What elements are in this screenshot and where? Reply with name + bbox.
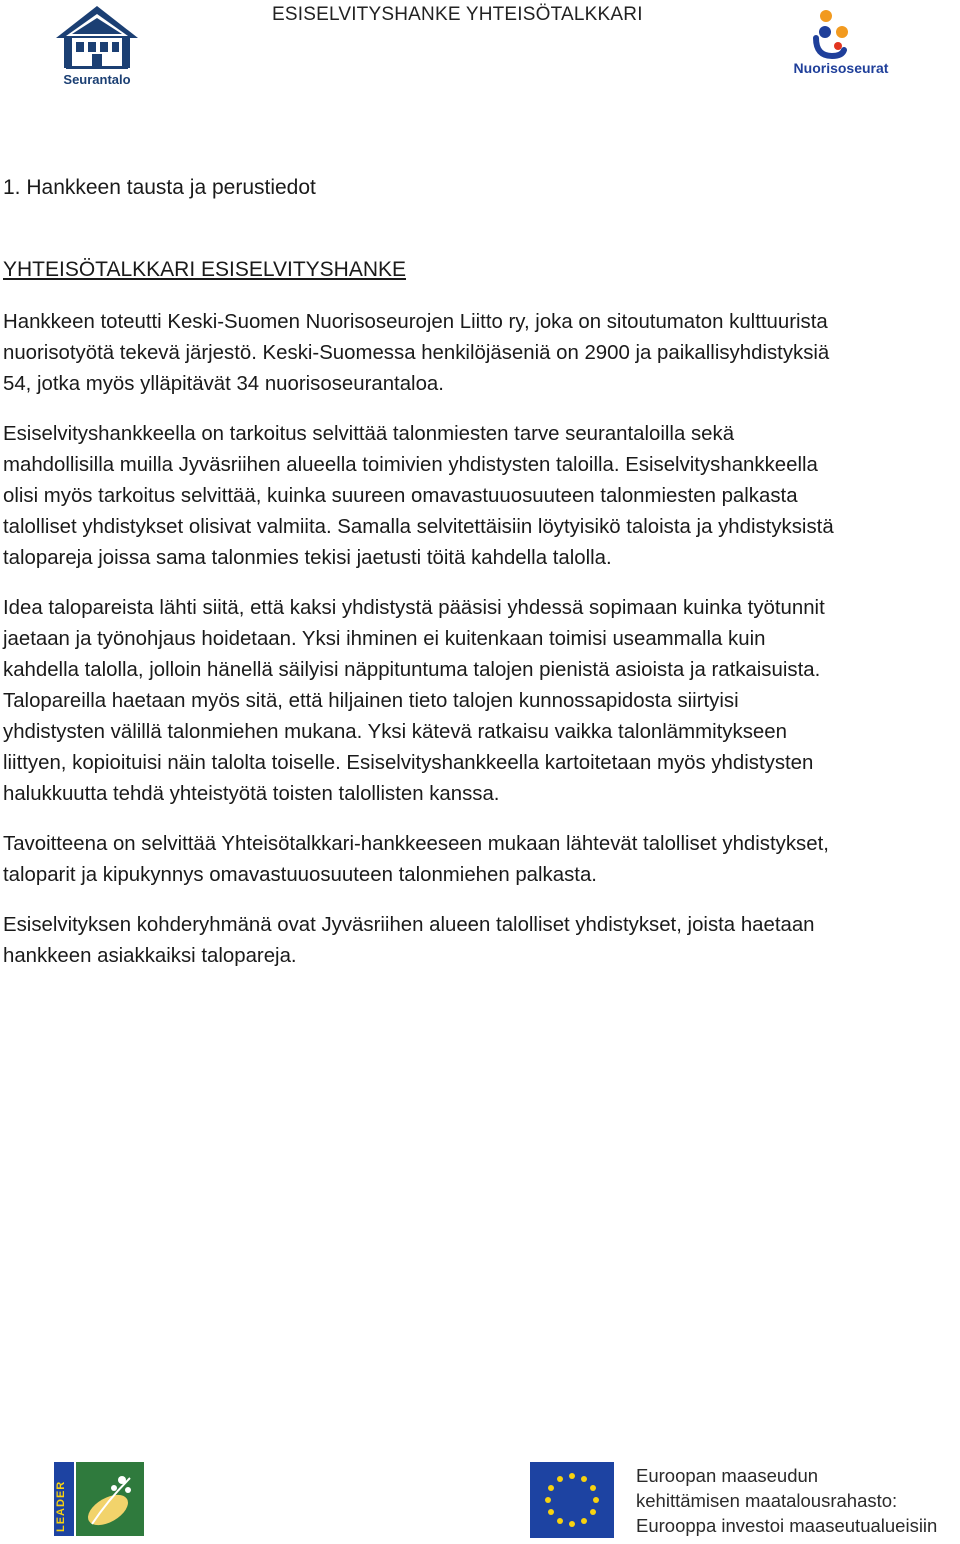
- paragraph-goal: [3, 829, 960, 891]
- text-line: Hankkeen toteutti Keski-Suomen Nuorisoseurojen Liitto ry, joka on sitoutumaton kulttuurista: [3, 311, 828, 333]
- text-line: 54, jotka myös ylläpitävät 34 nuorisoseurantaloa.: [3, 373, 444, 395]
- eu-fund-line: Eurooppa investoi maaseutualueisiin: [636, 1515, 938, 1536]
- seurantalo-logo-text: Seurantalo: [63, 72, 131, 87]
- text-line: nuorisotyötä tekevä järjestö. Keski-Suomessa henkilöjäseniä on 2900 ja paikallisyhdistyksiä: [3, 342, 830, 364]
- leader-logo-text: LEADER: [55, 1480, 67, 1532]
- eu-fund-text: [636, 1463, 937, 1538]
- document-header-title: ESISELVITYSHANKE YHTEISÖTALKKARI: [272, 4, 643, 25]
- nuorisoseurat-logo: [786, 8, 896, 78]
- text-line: Idea talopareista lähti siitä, että kaksi yhdistystä pääsisi yhdessä sopimaan kuinka työtunnit: [3, 597, 825, 619]
- project-title: YHTEISÖTALKKARI ESISELVITYSHANKE: [3, 258, 407, 281]
- paragraph-purpose: [3, 419, 960, 574]
- eu-flag-logo: [530, 1462, 614, 1538]
- text-line: halukkuutta tehdä yhteistyötä toisten talollisten kanssa.: [3, 783, 500, 805]
- text-line: yhdistysten välillä talonmiehen mukana. Yksi kätevä ratkaisu vaikka talonlämmitykseen: [3, 721, 787, 743]
- text-line: liittyen, kopioituisi näin talolta toiselle. Esiselvityshankkeella kartoitetaan myös yhdistysten: [3, 752, 814, 774]
- body-text: [3, 307, 960, 991]
- text-line: kahdella talolla, jolloin hänellä säilyisi näppituntuma talojen pienistä asioista ja ratkaisuista.: [3, 659, 821, 681]
- nuorisoseurat-logo-text: Nuorisoseurat: [793, 60, 889, 76]
- text-line: Esiselvityksen kohderyhmänä ovat Jyväsriihen alueen talolliset yhdistykset, joista haetaan: [3, 914, 815, 936]
- section-heading: 1. Hankkeen tausta ja perustiedot: [3, 176, 316, 199]
- paragraph-target-group: [3, 910, 960, 972]
- text-line: Tavoitteena on selvittää Yhteisötalkkari-hankkeeseen mukaan lähtevät talolliset yhdistykset,: [3, 833, 829, 855]
- text-line: talopareja joissa sama talonmies tekisi jaetusti töitä kahdella talolla.: [3, 547, 612, 569]
- text-line: talolliset yhdistykset olisivat valmiita. Samalla selvitettäisiin löytyisikö taloista ja yhdistyksistä: [3, 516, 834, 538]
- text-line: taloparit ja kipukynnys omavastuuosuuteen talonmiehen palkasta.: [3, 864, 597, 886]
- text-line: hankkeen asiakkaiksi talopareja.: [3, 945, 297, 967]
- leader-logo: [52, 1460, 146, 1538]
- text-line: Esiselvityshankkeella on tarkoitus selvittää talonmiesten tarve seurantaloilla sekä: [3, 423, 735, 445]
- eu-fund-line: kehittämisen maatalousrahasto:: [636, 1490, 898, 1511]
- eu-fund-line: Euroopan maaseudun: [636, 1465, 819, 1486]
- paragraph-idea: [3, 593, 960, 810]
- text-line: Talopareilla haetaan myös sitä, että hiljainen tieto talojen kunnossapidosta siirtyisi: [3, 690, 739, 712]
- seurantalo-logo: [52, 4, 142, 88]
- text-line: mahdollisilla muilla Jyväsriihen alueella toimivien yhdistysten taloilla. Esiselvityshankkeella: [3, 454, 818, 476]
- paragraph-background: [3, 307, 960, 400]
- text-line: jaetaan ja työnohjaus hoidetaan. Yksi ihminen ei kuitenkaan toimisi useammalla kuin: [3, 628, 766, 650]
- text-line: olisi myös tarkoitus selvittää, kuinka suureen omavastuuosuuteen talonmiesten palkasta: [3, 485, 798, 507]
